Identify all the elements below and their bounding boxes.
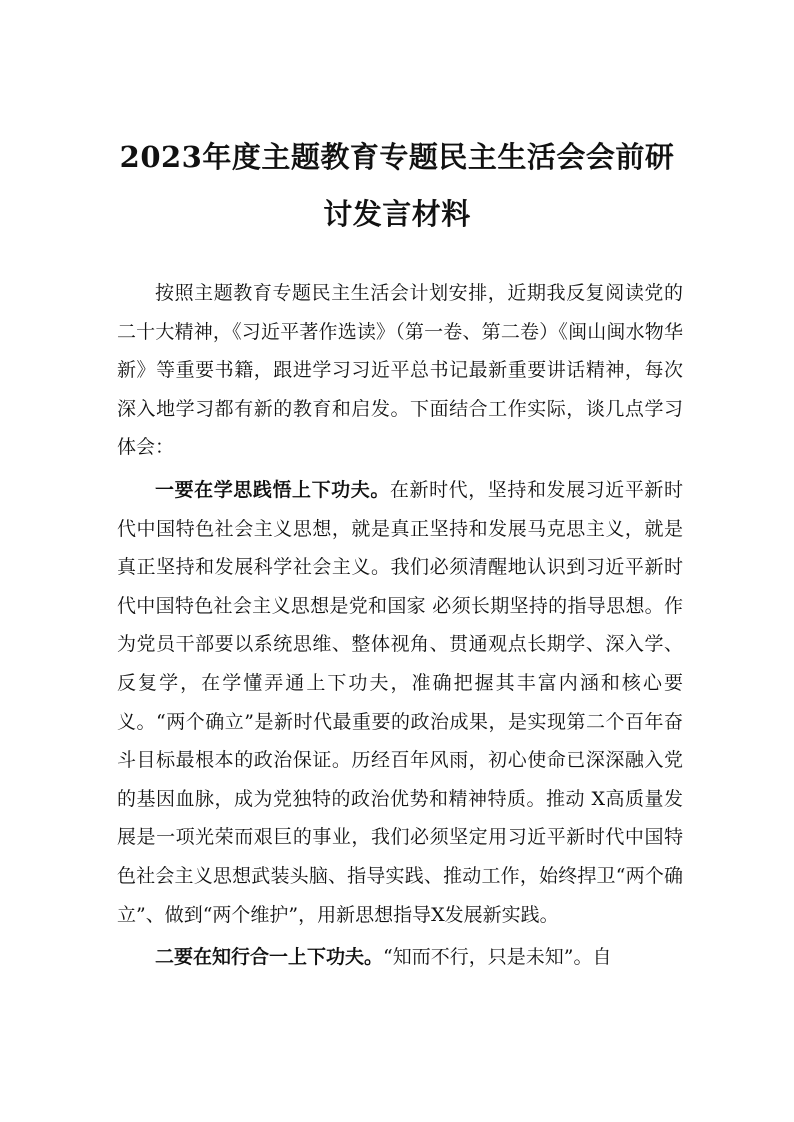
document-title-line-2: 讨发言材料 [323,197,471,231]
paragraph-point-one-heading: 一要在学思践悟上下功夫。 [155,478,390,501]
paragraph-point-two-text: “知而不行，只是未知”。自 [383,946,612,969]
paragraph-point-one [117,471,683,934]
document-body [117,274,683,981]
document-title-line-1: 2023年度主题教育专题民主生活会会前研 [119,140,675,174]
paragraph-intro [117,274,683,467]
paragraph-point-one-text: 在新时代，坚持和发展习近平新时代中国特色社会主义思想，就是真正坚持和发展马克思主义，就是真正坚持和发展科学社会主义。我们必须清醒地认识到习近平新时代中国特色社会主义思想是党和国家 必须长期坚持的指导思想。作为党员干部要以系统思维、整体视角、贯通观点长期学、深入学、反复学，在学懂弄通上下功夫，准确把握其丰富内涵和核心要义。“两个确立”是新时代最重要的政治成果，是实现第二个百年奋斗目标最根本的政治保证。历经百年风雨，初心使命已深深融入党的基因血脉，成为党独特的政治优势和精神特质。推动 X高质量发展是一项光荣而艰巨的事业，我们必须坚定用习近平新时代中国特色社会主义思想武装头脑、指导实践、推动工作，始终捍卫“两个确立”、做到“两个维护”，用新思想指导X发展新实践。 [117,478,683,926]
paragraph-intro-text: 按照主题教育专题民主生活会计划安排，近期我反复阅读党的二十大精神，《习近平著作选读》（第一卷、第二卷）《闽山闽水物华新》等重要书籍，跟进学习习近平总书记最新重要讲话精神，每次深入地学习都有新的教育和启发。下面结合工作实际，谈几点学习体会： [117,282,683,459]
paragraph-point-two [117,938,683,977]
paragraph-point-two-heading: 二要在知行合一上下功夫。 [155,946,384,969]
